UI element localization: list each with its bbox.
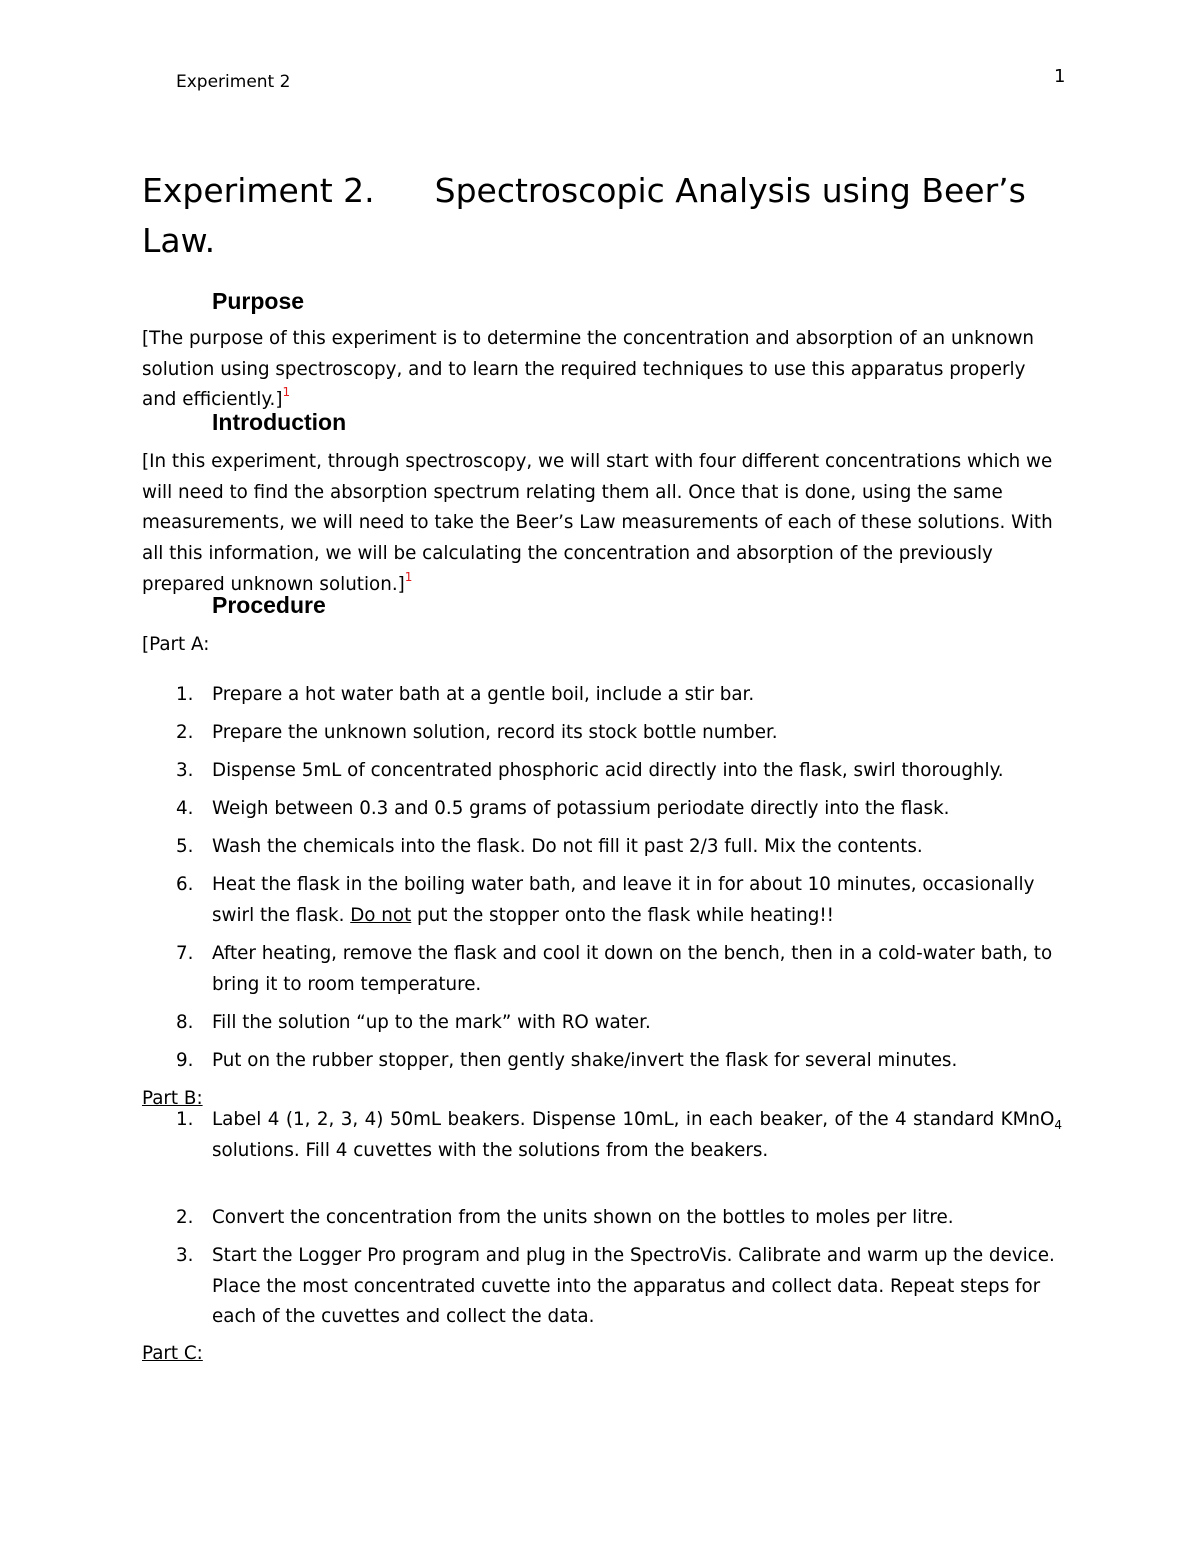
step-number: 3.: [176, 1245, 194, 1266]
step-number: 3.: [176, 760, 194, 781]
part-a-step: [142, 870, 1062, 931]
title-subject: Spectroscopic Analysis using Beer’s Law.: [142, 171, 1026, 260]
title-experiment-number: Experiment 2.: [142, 171, 375, 210]
step-text-before: Heat the flask in the boiling water bath, and leave it in for about 10 minutes, occasionally swirl the flask.: [212, 874, 1035, 926]
introduction-text: [In this experiment, through spectroscopy, we will start with four different concentrations which we will need to find the absorption spectrum relating them all. Once that is done, using the same measurements, we will need to take the Beer’s Law measurements of each of these solutions. With all this information, we will be calculating the concentration and absorption of the previously prepared unknown solution.]: [142, 451, 1053, 595]
purpose-footnote-ref: 1: [282, 385, 291, 400]
purpose-paragraph: [142, 324, 1062, 416]
step-number: 5.: [176, 836, 194, 857]
introduction-footnote-ref: 1: [404, 569, 413, 584]
page-number: 1: [1054, 66, 1066, 87]
part-a-step: [142, 756, 1062, 787]
step-number: 8.: [176, 1012, 194, 1033]
step-number: 9.: [176, 1050, 194, 1071]
part-a-step: [142, 680, 1062, 711]
part-a-step: [142, 832, 1062, 863]
step-number: 4.: [176, 798, 194, 819]
step-text: Wash the chemicals into the flask. Do not fill it past 2/3 full. Mix the contents.: [212, 836, 923, 857]
step-text-before: Label 4 (1, 2, 3, 4) 50mL beakers. Dispense 10mL, in each beaker, of the 4 standard KMnO: [212, 1109, 1055, 1130]
procedure-heading: Procedure: [212, 592, 326, 618]
step-text-after: put the stopper onto the flask while heating!!: [411, 904, 834, 926]
part-a-step: [142, 939, 1062, 1000]
part-a-step: [142, 1046, 1062, 1077]
step-text: Prepare a hot water bath at a gentle boil, include a stir bar.: [212, 684, 755, 705]
step-text: Fill the solution “up to the mark” with RO water.: [212, 1012, 651, 1033]
step-text: Prepare the unknown solution, record its stock bottle number.: [212, 722, 778, 743]
part-b-step: [142, 1105, 1062, 1166]
part-b-label: Part B:: [142, 1088, 203, 1109]
part-b-step: [142, 1203, 1062, 1234]
running-header: Experiment 2: [176, 72, 291, 92]
purpose-heading: Purpose: [212, 288, 305, 314]
step-number: 6.: [176, 874, 194, 895]
introduction-paragraph: [142, 447, 1062, 601]
purpose-text: [The purpose of this experiment is to determine the concentration and absorption of an unknown solution using spectroscopy, and to learn the required techniques to use this apparatus properly and efficiently.]: [142, 328, 1035, 411]
step-number: 7.: [176, 943, 194, 964]
step-text: [212, 1105, 1062, 1166]
step-text: [212, 870, 1062, 931]
introduction-heading: Introduction: [212, 409, 347, 435]
step-text: Start the Logger Pro program and plug in the SpectroVis. Calibrate and warm up the device. Place the most concentrated cuvette into the apparatus and collect data. Repeat steps for each of the cuvettes and collect the data.: [212, 1245, 1055, 1328]
part-c-label: Part C:: [142, 1343, 203, 1364]
step-number: 1.: [176, 1109, 194, 1130]
step-number: 2.: [176, 1207, 194, 1228]
part-a-step: [142, 1008, 1062, 1039]
step-text: Convert the concentration from the units shown on the bottles to moles per litre.: [212, 1207, 954, 1228]
step-number: 1.: [176, 684, 194, 705]
step-text: Put on the rubber stopper, then gently shake/invert the flask for several minutes.: [212, 1050, 958, 1071]
document-title: [142, 166, 1072, 266]
chem-subscript: 4: [1054, 1118, 1062, 1132]
part-a-step: [142, 794, 1062, 825]
part-a-step: [142, 718, 1062, 749]
step-emphasis-underlined: Do not: [350, 904, 412, 926]
part-a-label: [Part A:: [142, 634, 210, 655]
step-text: Weigh between 0.3 and 0.5 grams of potassium periodate directly into the flask.: [212, 798, 950, 819]
step-text-after: solutions. Fill 4 cuvettes with the solutions from the beakers.: [212, 1139, 769, 1161]
step-text: Dispense 5mL of concentrated phosphoric acid directly into the flask, swirl thoroughly.: [212, 760, 1004, 781]
step-number: 2.: [176, 722, 194, 743]
part-b-step: [142, 1241, 1062, 1333]
step-text: After heating, remove the flask and cool it down on the bench, then in a cold-water bath, to bring it to room temperature.: [212, 943, 1053, 995]
